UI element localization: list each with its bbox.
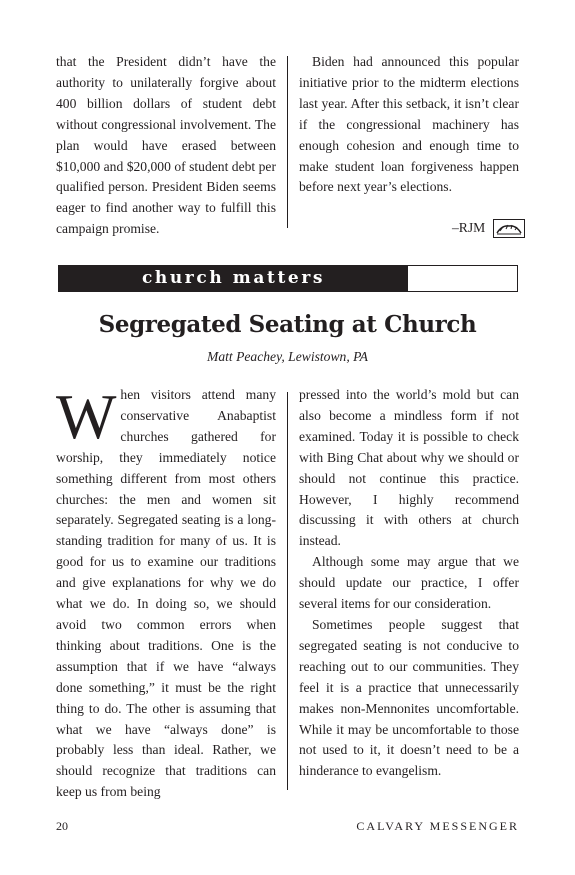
article-left-column [56,381,276,803]
end-mark-icon [493,219,525,238]
continued-article-right-column [299,52,519,198]
article-paragraph: Sometimes people suggest that segregated seating is not conducive to reaching out to our communities. They feel it is a practice that unnecessarily makes non-Mennonites uncomfortable. While it may be uncomfortable to those not used to it, it doesn’t need to be a hinderance to evangelism. [299,616,519,779]
section-header [58,265,518,292]
continued-article-paragraph: Biden had announced this popular initiative prior to the midterm elections last year. After this setback, it isn’t clear if the congressional machinery has enough cohesion and enough time to make student loan forgiveness happen before next year’s elections. [299,54,519,195]
article-signature [452,218,525,238]
signature-initials: –RJM [452,220,486,235]
page-number: 20 [56,819,68,833]
article-title: Segregated Seating at Church [98,311,477,338]
continued-article-paragraph: that the President didn’t have the authority to unilaterally forgive about 400 billion dollars of student debt without congressional involvement. The plan would have erased between $10,000 and $20,000 of student debt per qualified person. President Biden seems eager to find another way to fulfill this campaign promise. [56,54,276,237]
article-paragraph: pressed into the world’s mold but can also become a mindless form if not examined. Today it is possible to check with Bing Chat about why we should or should not continue this practice. However, I highly recommend discussing it with others at church instead. [299,387,519,549]
article-right-column [299,385,519,782]
column-divider [287,392,288,790]
article-paragraph: Although some may argue that we should update our practice, I offer several items for our consideration. [299,554,519,612]
section-header-label: church matters [141,268,326,288]
column-divider [287,56,288,228]
drop-cap: W [56,381,117,452]
publication-title: CALVARY MESSENGER [356,819,519,833]
article-paragraph-text: hen visitors attend many conservative Anabaptist churches gathered for worship, they immediately notice something different from most others churches: the men and women sit separately. Segregated seating is a long-standing tradition for many of us. It is good for us to examine our traditions and give explanations for why we do what we do. In doing so, we should avoid two common errors when thinking about traditions. One is the assumption that if we have “always done something,” it must be the right thing to do. The other is assuming that what we have “always done” is probably less than ideal. Rather, we should recognize that traditions can keep us from being [56,387,276,800]
article-byline: Matt Peachey, Lewistown, PA [207,349,368,364]
continued-article-left-column [56,52,276,240]
article-paragraph [56,381,276,803]
